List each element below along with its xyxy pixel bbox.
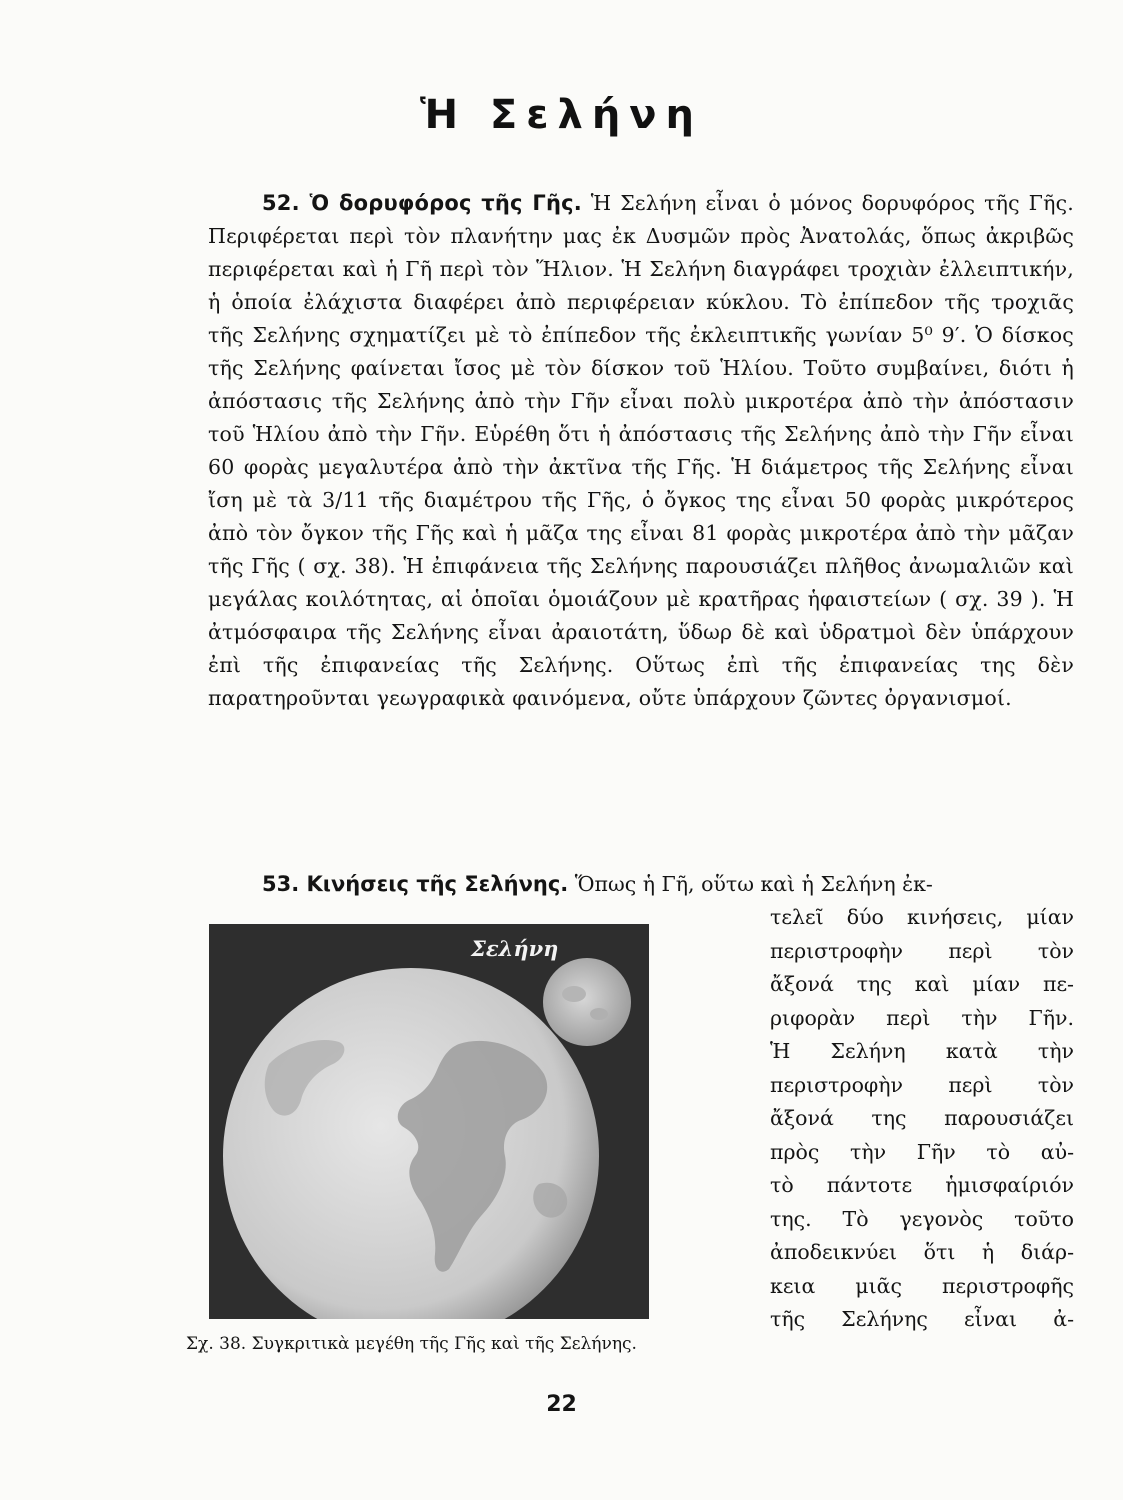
figure-caption: Σχ. 38. Συγκριτικὰ μεγέθη τῆς Γῆς καὶ τῆς Σελήνης.: [186, 1334, 637, 1354]
column-line: τῆς Σελήνης εἶναι ἀ-: [770, 1307, 1074, 1331]
moon-label: Σελήνη: [471, 936, 559, 961]
column-line: περιστροφὴν περὶ τὸν: [770, 1072, 1074, 1097]
column-line: περιστροφὴν περὶ τὸν: [770, 938, 1074, 963]
column-line: της. Τὸ γεγονὸς τοῦτο: [770, 1206, 1074, 1231]
column-line: ἀποδεικνύει ὅτι ἡ διάρ-: [770, 1240, 1074, 1264]
column-line: ριφορὰν περὶ τὴν Γῆν.: [770, 1005, 1074, 1030]
section-52-heading: 52. Ὁ δορυφόρος τῆς Γῆς.: [262, 191, 582, 215]
earth-moon-illustration: [209, 924, 649, 1319]
section-52-text: Ἡ Σελήνη εἶναι ὁ μόνος δορυφόρος τῆς Γῆς. Περιφέρεται περὶ τὸν πλανήτην μας ἐκ Δυσμῶν πρὸς Ἀνατολάς, ὅπως ἀκριβῶς περιφέρεται καὶ ἡ Γῆ περὶ τὸν Ἥλιον. Ἡ Σελήνη διαγράφει τροχιὰν ἐλλειπτικήν, ἡ ὁποία ἐλάχιστα διαφέρει ἀπὸ περιφέρειαν κύκλου. Τὸ ἐπίπεδον τῆς τροχιᾶς τῆς Σελήνης σχηματίζει μὲ τὸ ἐπίπεδον τῆς ἐκλειπτικῆς γωνίαν 5⁰ 9′. Ὁ δίσκος τῆς Σελήνης φαίνεται ἴσος μὲ τὸν δίσκον τοῦ Ἡλίου. Τοῦτο συμβαίνει, διότι ἡ ἀπόστασις τῆς Σελήνης ἀπὸ τὴν Γῆν εἶναι πολὺ μικροτέρα ἀπὸ τὴν ἀπόστασιν τοῦ Ἡλίου ἀπὸ τὴν Γῆν. Εὑρέθη ὅτι ἡ ἀπόστασις τῆς Σελήνης ἀπὸ τὴν Γῆν εἶναι 60 φορὰς μεγαλυτέρα ἀπὸ τὴν ἀκτῖνα τῆς Γῆς. Ἡ διάμετρος τῆς Σελήνης εἶναι ἴση μὲ τὰ 3/11 τῆς διαμέτρου τῆς Γῆς, ὁ ὄγκος της εἶναι 50 φορὰς μικρότερος ἀπὸ τὸν ὄγκον τῆς Γῆς καὶ ἡ μᾶζα της εἶναι 81 φορὰς μικροτέρα ἀπὸ τὴν μᾶζαν τῆς Γῆς ( σχ. 38). Ἡ ἐπιφάνεια τῆς Σελήνης παρουσιάζει πλῆθος ἀνωμαλιῶν καὶ μεγάλας κοιλότητας, αἱ ὁποῖαι ὁμοιάζουν μὲ κρατῆρας ἡφαιστείων ( σχ. 39 ). Ἡ ἀτμόσφαιρα τῆς Σελήνης εἶναι ἀραιοτάτη, ὕδωρ δὲ καὶ ὑδρατμοὶ δὲν ὑπάρχουν ἐπὶ τῆς ἐπιφανείας τῆς Σελήνης. Οὕτως ἐπὶ τῆς ἐπιφανείας της δὲν παρατηροῦνται γεωγραφικὰ φαινόμενα, οὔτε ὑπάρχουν ζῶντες ὀργανισμοί.: [208, 191, 1074, 710]
section-53-first-text: Ὅπως ἡ Γῆ, οὕτω καὶ ἡ Σελήνη ἐκ-: [568, 872, 933, 896]
section-52-paragraph: [208, 187, 1074, 715]
column-line: τὸ πάντοτε ἡμισφαίριόν: [770, 1173, 1074, 1197]
earth-moon-figure: [209, 924, 649, 1319]
page-title: Ἡ Σελήνη: [419, 92, 704, 138]
section-53-first-line: [208, 868, 1074, 901]
section-53-column-text: [770, 901, 1074, 1337]
column-line: τελεῖ δύο κινήσεις, μίαν: [770, 905, 1074, 929]
page-number: 22: [546, 1392, 577, 1417]
column-line: ἄξονά της καὶ μίαν πε-: [770, 972, 1074, 996]
section-53-heading: 53. Κινήσεις τῆς Σελήνης.: [262, 872, 569, 896]
column-line: Ἡ Σελήνη κατὰ τὴν: [770, 1039, 1074, 1063]
column-line: πρὸς τὴν Γῆν τὸ αὐ-: [770, 1139, 1074, 1164]
column-line: ἄξονά της παρουσιάζει: [770, 1106, 1074, 1130]
column-line: κεια μιᾶς περιστροφῆς: [770, 1273, 1074, 1298]
moon-disc: [543, 958, 631, 1046]
